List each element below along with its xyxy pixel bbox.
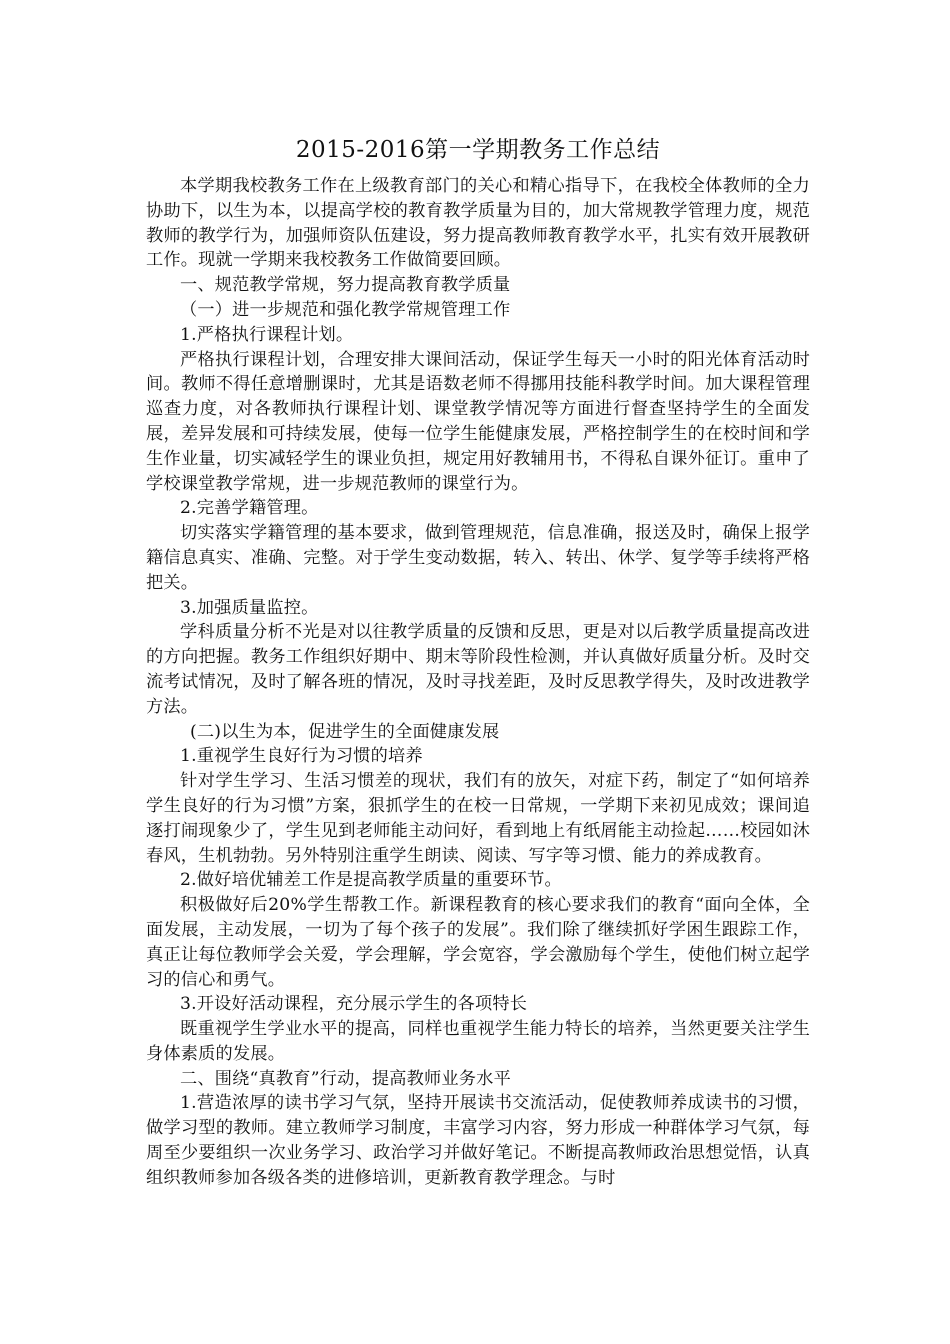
document-body (146, 174, 810, 1191)
body-paragraph: 针对学生学习、生活习惯差的现状，我们有的放矢，对症下药，制定了“如何培养学生良好的行为习惯”方案，狠抓学生的在校一日常规，一学期下来初见成效；课间追逐打闹现象少了，学生见到老师能主动问好，看到地上有纸屑能主动捡起……校园如沐春风，生机勃勃。另外特别注重学生朗读、阅读、写字等习惯、能力的养成教育。 (146, 771, 810, 866)
body-paragraph: 1.营造浓厚的读书学习气氛，坚持开展读书交流活动，促使教师养成读书的习惯，做学习型的教师。建立教师学习制度，丰富学习内容，努力形成一种群体学习气氛，每周至少要组织一次业务学习、政治学习并做好笔记。不断提高教师政治思想觉悟，认真组织教师参加各级各类的进修培训，更新教育教学理念。与时 (146, 1093, 810, 1188)
subsection-heading-1: （一）进一步规范和强化教学常规管理工作 (180, 299, 511, 320)
item-heading: 3.加强质量监控。 (180, 597, 319, 618)
item-heading: 1.严格执行课程计划。 (180, 324, 354, 345)
document-title: 2015-2016第一学期教务工作总结 (295, 137, 661, 163)
body-paragraph: 既重视学生学业水平的提高，同样也重视学生能力特长的培养，当然更要关注学生身体素质的发展。 (146, 1019, 810, 1064)
subsection-heading-2: (二)以生为本，促进学生的全面健康发展 (190, 721, 500, 742)
body-paragraph: 学科质量分析不光是对以往教学质量的反馈和反思，更是对以后教学质量提高改进的方向把握。教务工作组织好期中、期末等阶段性检测，并认真做好质量分析。及时交流考试情况，及时了解各班的情况，及时寻找差距，及时反思教学得失，及时改进教学方法。 (146, 622, 810, 717)
body-paragraph: 积极做好后20%学生帮教工作。新课程教育的核心要求我们的教育“面向全体，全面发展，主动发展，一切为了每个孩子的发展”。我们除了继续抓好学困生跟踪工作，真正让每位教师学会关爱，学会理解，学会宽容，学会激励每个学生，使他们树立起学习的信心和勇气。 (146, 895, 810, 990)
intro-paragraph: 本学期我校教务工作在上级教育部门的关心和精心指导下，在我校全体教师的全力协助下，以生为本，以提高学校的教育教学质量为目的，加大常规教学管理力度，规范教师的教学行为，加强师资队伍建设，努力提高教师教育教学水平，扎实有效开展教研工作。现就一学期来我校教务工作做简要回顾。 (146, 176, 810, 271)
section-heading-2: 二、围绕“真教育”行动，提高教师业务水平 (180, 1068, 511, 1089)
item-heading: 3.开设好活动课程，充分展示学生的各项特长 (180, 994, 528, 1015)
document-page (146, 134, 810, 1191)
item-heading: 2.完善学籍管理。 (180, 498, 319, 519)
item-heading: 2.做好培优辅差工作是提高教学质量的重要环节。 (180, 870, 562, 891)
body-paragraph: 切实落实学籍管理的基本要求，做到管理规范，信息准确，报送及时，确保上报学籍信息真实、准确、完整。对于学生变动数据，转入、转出、休学、复学等手续将严格把关。 (146, 523, 810, 593)
item-heading: 1.重视学生良好行为习惯的培养 (180, 746, 423, 767)
body-paragraph: 严格执行课程计划，合理安排大课间活动，保证学生每天一小时的阳光体育活动时间。教师不得任意增删课时，尤其是语数老师不得挪用技能科教学时间。加大课程管理巡查力度，对各教师执行课程计划、课堂教学情况等方面进行督查坚持学生的全面发展，差异发展和可持续发展，使每一位学生能健康发展，严格控制学生的在校时间和学生作业量，切实减轻学生的课业负担，规定用好教辅用书，不得私自课外征订。重申了学校课堂教学常规，进一步规范教师的课堂行为。 (146, 349, 810, 494)
section-heading-1: 一、规范教学常规，努力提高教育教学质量 (180, 275, 511, 296)
